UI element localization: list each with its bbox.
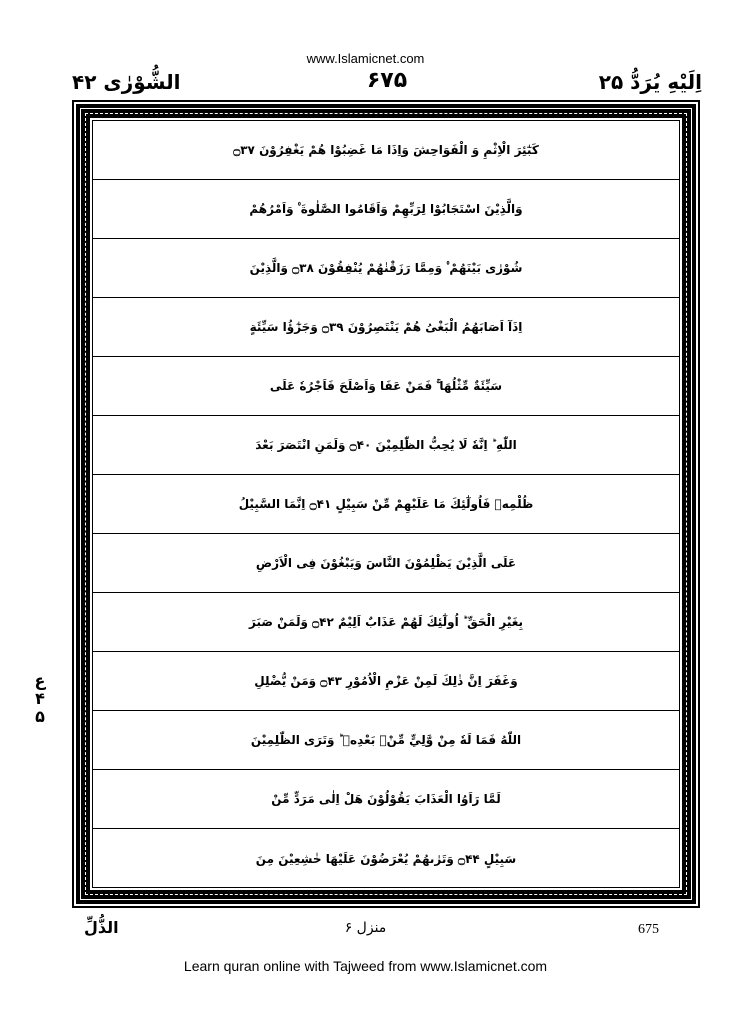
page-header xyxy=(72,68,702,100)
verse-line: ظُلْمِهٖ فَاُولٰٓئِكَ مَا عَلَيْهِمْ مِّنْ سَبِيْلٍ ۝۴۱ اِنَّمَا السَّبِيْلُ xyxy=(93,475,679,534)
ruku-margin-mark: ع ۴ ۵ xyxy=(34,671,46,726)
verse-line: اللّٰهِ ؕ اِنَّهٗ لَا يُحِبُّ الظّٰلِمِيْنَ ۝۴۰ وَلَمَنِ انْتَصَرَ بَعْدَ xyxy=(93,416,679,475)
verse-line: سَيِّئَةٌ مِّثْلُهَا ۚ فَمَنْ عَفَا وَاَصْلَحَ فَاَجْرُهٗ عَلَى xyxy=(93,357,679,416)
bottom-credit: Learn quran online with Tajweed from www.Islamicnet.com xyxy=(183,958,548,974)
verse-line: عَلَى الَّذِيْنَ يَظْلِمُوْنَ النَّاسَ وَيَبْغُوْنَ فِى الْاَرْضِ xyxy=(93,534,679,593)
para-name: اِلَيْهِ يُرَدُّ ۲۵ xyxy=(598,70,702,94)
verse-line: لَمَّا رَاَوُا الْعَذَابَ يَقُوْلُوْنَ هَلْ اِلٰى مَرَدٍّ مِّنْ xyxy=(93,770,679,829)
verse-line: بِغَيْرِ الْحَقِّ ؕ اُولٰٓئِكَ لَهُمْ عَذَابٌ اَلِيْمٌ ۝۴۲ وَلَمَنْ صَبَرَ xyxy=(93,593,679,652)
verse-line: وَغَفَرَ اِنَّ ذٰلِكَ لَمِنْ عَزْمِ الْاُمُوْرِ ۝۴۳ وَمَنْ يُّضْلِلِ xyxy=(93,652,679,711)
catchword: الذُّلِّ xyxy=(84,918,119,937)
manzil-label: منزل ۶ xyxy=(344,920,387,936)
verse-line: سَبِيْلٍ ۝۴۴ وَتَرٰىهُمْ يُعْرَضُوْنَ عَلَيْهَا خٰشِعِيْنَ مِنَ xyxy=(255,851,517,866)
verse-line: اِذَآ اَصَابَهُمُ الْبَغْىُ هُمْ يَنْتَصِرُوْنَ ۝۳۹ وَجَزٰٓؤُا سَيِّئَةٍ xyxy=(93,298,679,357)
verse-line: شُوْرٰى بَيْنَهُمْ ۠ وَمِمَّا رَزَقْنٰهُمْ يُنْفِقُوْنَ ۝۳۸ وَالَّذِيْنَ xyxy=(93,239,679,298)
page-number-latin: 675 xyxy=(638,922,659,937)
verse-line: كَبٰٓئِرَ الْاِثْمِ وَ الْفَوَاحِشَ وَاِذَا مَا غَضِبُوْا هُمْ يَغْفِرُوْنَ ۝۳۷ xyxy=(93,121,679,180)
page-number: ۶۷۵ xyxy=(366,68,408,93)
verse-line: اللّٰهُ فَمَا لَهٗ مِنْ وَّلِيٍّ مِّنْۢ بَعْدِهٖ ؕ وَتَرَى الظّٰلِمِيْنَ xyxy=(93,711,679,770)
verse-line: وَالَّذِيْنَ اسْتَجَابُوْا لِرَبِّهِمْ وَاَقَامُوا الصَّلٰوةَ ۠ وَاَمْرُهُمْ xyxy=(93,180,679,239)
site-url: www.Islamicnet.com xyxy=(306,51,425,66)
surah-name: الشُّوْرٰى ۴۲ xyxy=(72,70,181,94)
verse-text-area xyxy=(92,120,680,888)
